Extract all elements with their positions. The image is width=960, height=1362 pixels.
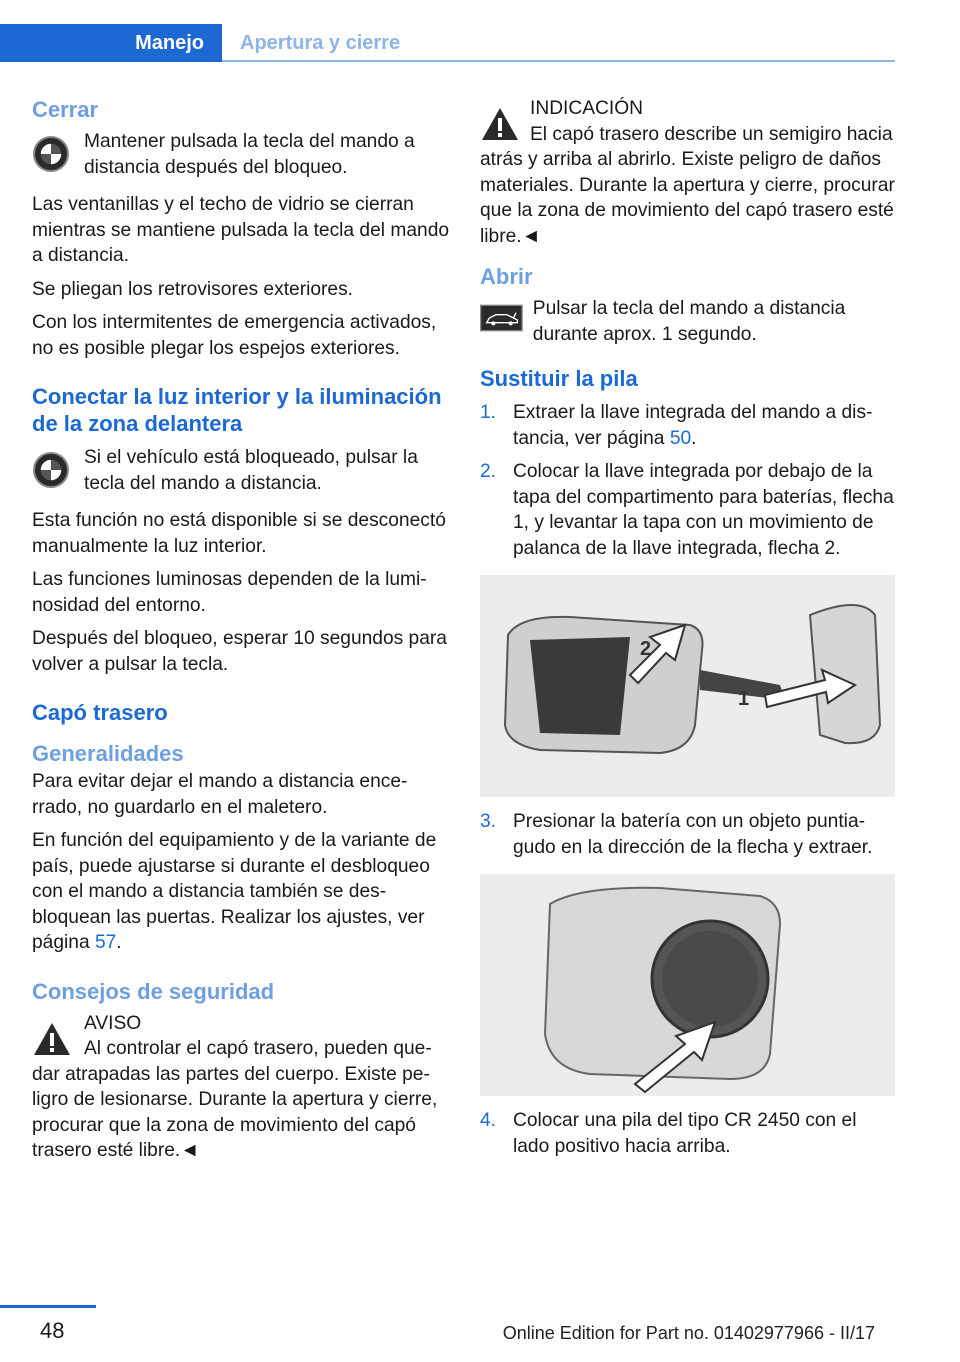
footer-divider — [0, 1305, 96, 1308]
heading-consejos: Consejos de seguridad — [32, 978, 275, 1004]
heading-capo-trasero: Capó trasero — [32, 700, 168, 725]
heading-generalidades: Generalidades — [32, 741, 184, 766]
page-link-50[interactable]: 50 — [669, 427, 692, 449]
list-item: 3. Presionar la batería con un objeto puntiagudo en la dirección de la flecha y extraer. — [480, 811, 873, 858]
steps-list — [480, 1108, 895, 1159]
indicacion-title: INDICACIÓN — [530, 98, 643, 119]
car-trunk-icon — [480, 298, 523, 338]
aviso-text: Al controlar el capó trasero, pueden quedar atrapadas las partes del cuerpo. Existe peligro de lesionarse. Durante la apertura y cierre, procurar que la zona de movimiento del capó trasero esté libre.◄ — [32, 1038, 438, 1161]
page-header — [0, 0, 895, 64]
heading-cerrar: Cerrar — [32, 97, 99, 122]
paragraph: Con los intermitentes de emergencia activados, no es posible plegar los espejos exteriores. — [32, 312, 437, 359]
indicacion-block — [480, 96, 895, 249]
figure-label: 1 — [738, 688, 750, 710]
steps-list — [480, 809, 895, 860]
figure-battery-removal — [480, 874, 895, 1096]
paragraph: Las ventanillas y el techo de vidrio se cierran mientras se mantiene pulsada la tecla del mando a distancia. — [32, 194, 450, 266]
abrir-instruction — [480, 296, 895, 347]
paragraph: Después del bloqueo, esperar 10 segundos para volver a pulsar la tecla. — [32, 628, 447, 675]
warning-triangle-icon — [480, 106, 520, 142]
paragraph: Se pliegan los retrovisores exteriores. — [32, 278, 354, 300]
right-column — [480, 96, 895, 1167]
bmw-key-lock-icon — [32, 135, 70, 173]
list-item: 1. Extraer la llave integrada del mando a distancia, ver página 50. — [480, 402, 873, 449]
warning-triangle-icon — [32, 1021, 72, 1057]
heading-sustituir-pila: Sustituir la pila — [480, 366, 638, 391]
paragraph: Para evitar dejar el mando a distancia encerrado, no guardarlo en el maletero. — [32, 771, 408, 818]
header-divider — [222, 60, 895, 62]
page-number: 48 — [40, 1318, 65, 1343]
figure-label: 2 — [640, 638, 652, 660]
indicacion-text: El capó trasero describe un semigiro hacia atrás y arriba al abrirlo. Existe peligro de daños materiales. Durante la apertura y cierre, procurar que la zona de movimiento del capó trasero esté libre.◄ — [480, 123, 895, 247]
paragraph: Esta función no está disponible si se desconectó manualmente la luz interior. — [32, 510, 446, 557]
list-item: 2. Colocar la llave integrada por debajo de la tapa del compartimento para baterías, flecha 1, y levantar la tapa con un movimiento de palanca de la llave integrada, flecha 2. — [480, 461, 894, 559]
luz-instruction — [32, 445, 450, 496]
left-column — [32, 96, 450, 1164]
page-link-57[interactable]: 57 — [94, 932, 117, 953]
section-tab-manejo[interactable]: Manejo — [0, 24, 222, 62]
heading-abrir: Abrir — [480, 264, 533, 289]
aviso-title: AVISO — [84, 1012, 142, 1034]
figure-key-removal — [480, 575, 895, 797]
bmw-key-lock-icon — [32, 451, 70, 489]
edition-text: Online Edition for Part no. 01402977966 - II/17 — [502, 1323, 875, 1343]
section-tab-apertura[interactable]: Apertura y cierre — [240, 32, 401, 54]
paragraph: Las funciones luminosas dependen de la luminosidad del entorno. — [32, 569, 427, 616]
abrir-icon-text: Pulsar la tecla del mando a distancia durante aprox. 1 segundo. — [532, 298, 846, 345]
cerrar-instruction — [32, 129, 450, 180]
cerrar-icon-text: Mantener pulsada la tecla del mando a distancia después del bloqueo. — [84, 131, 415, 178]
steps-list — [480, 400, 895, 561]
luz-icon-text: Si el vehículo está bloqueado, pulsar la tecla del mando a distancia. — [84, 447, 418, 494]
paragraph: En función del equipamiento y de la variante de país, puede ajustarse si durante el desbloqueo con el mando a distancia también se desbloquean las puertas. Realizar los ajustes, ver página 57. — [32, 830, 437, 953]
heading-luz-interior: Conectar la luz interior y la iluminación de la zona delantera — [32, 384, 442, 436]
list-item: 4. Colocar una pila del tipo CR 2450 con el lado positivo hacia arriba. — [480, 1110, 857, 1157]
aviso-block — [32, 1011, 450, 1164]
